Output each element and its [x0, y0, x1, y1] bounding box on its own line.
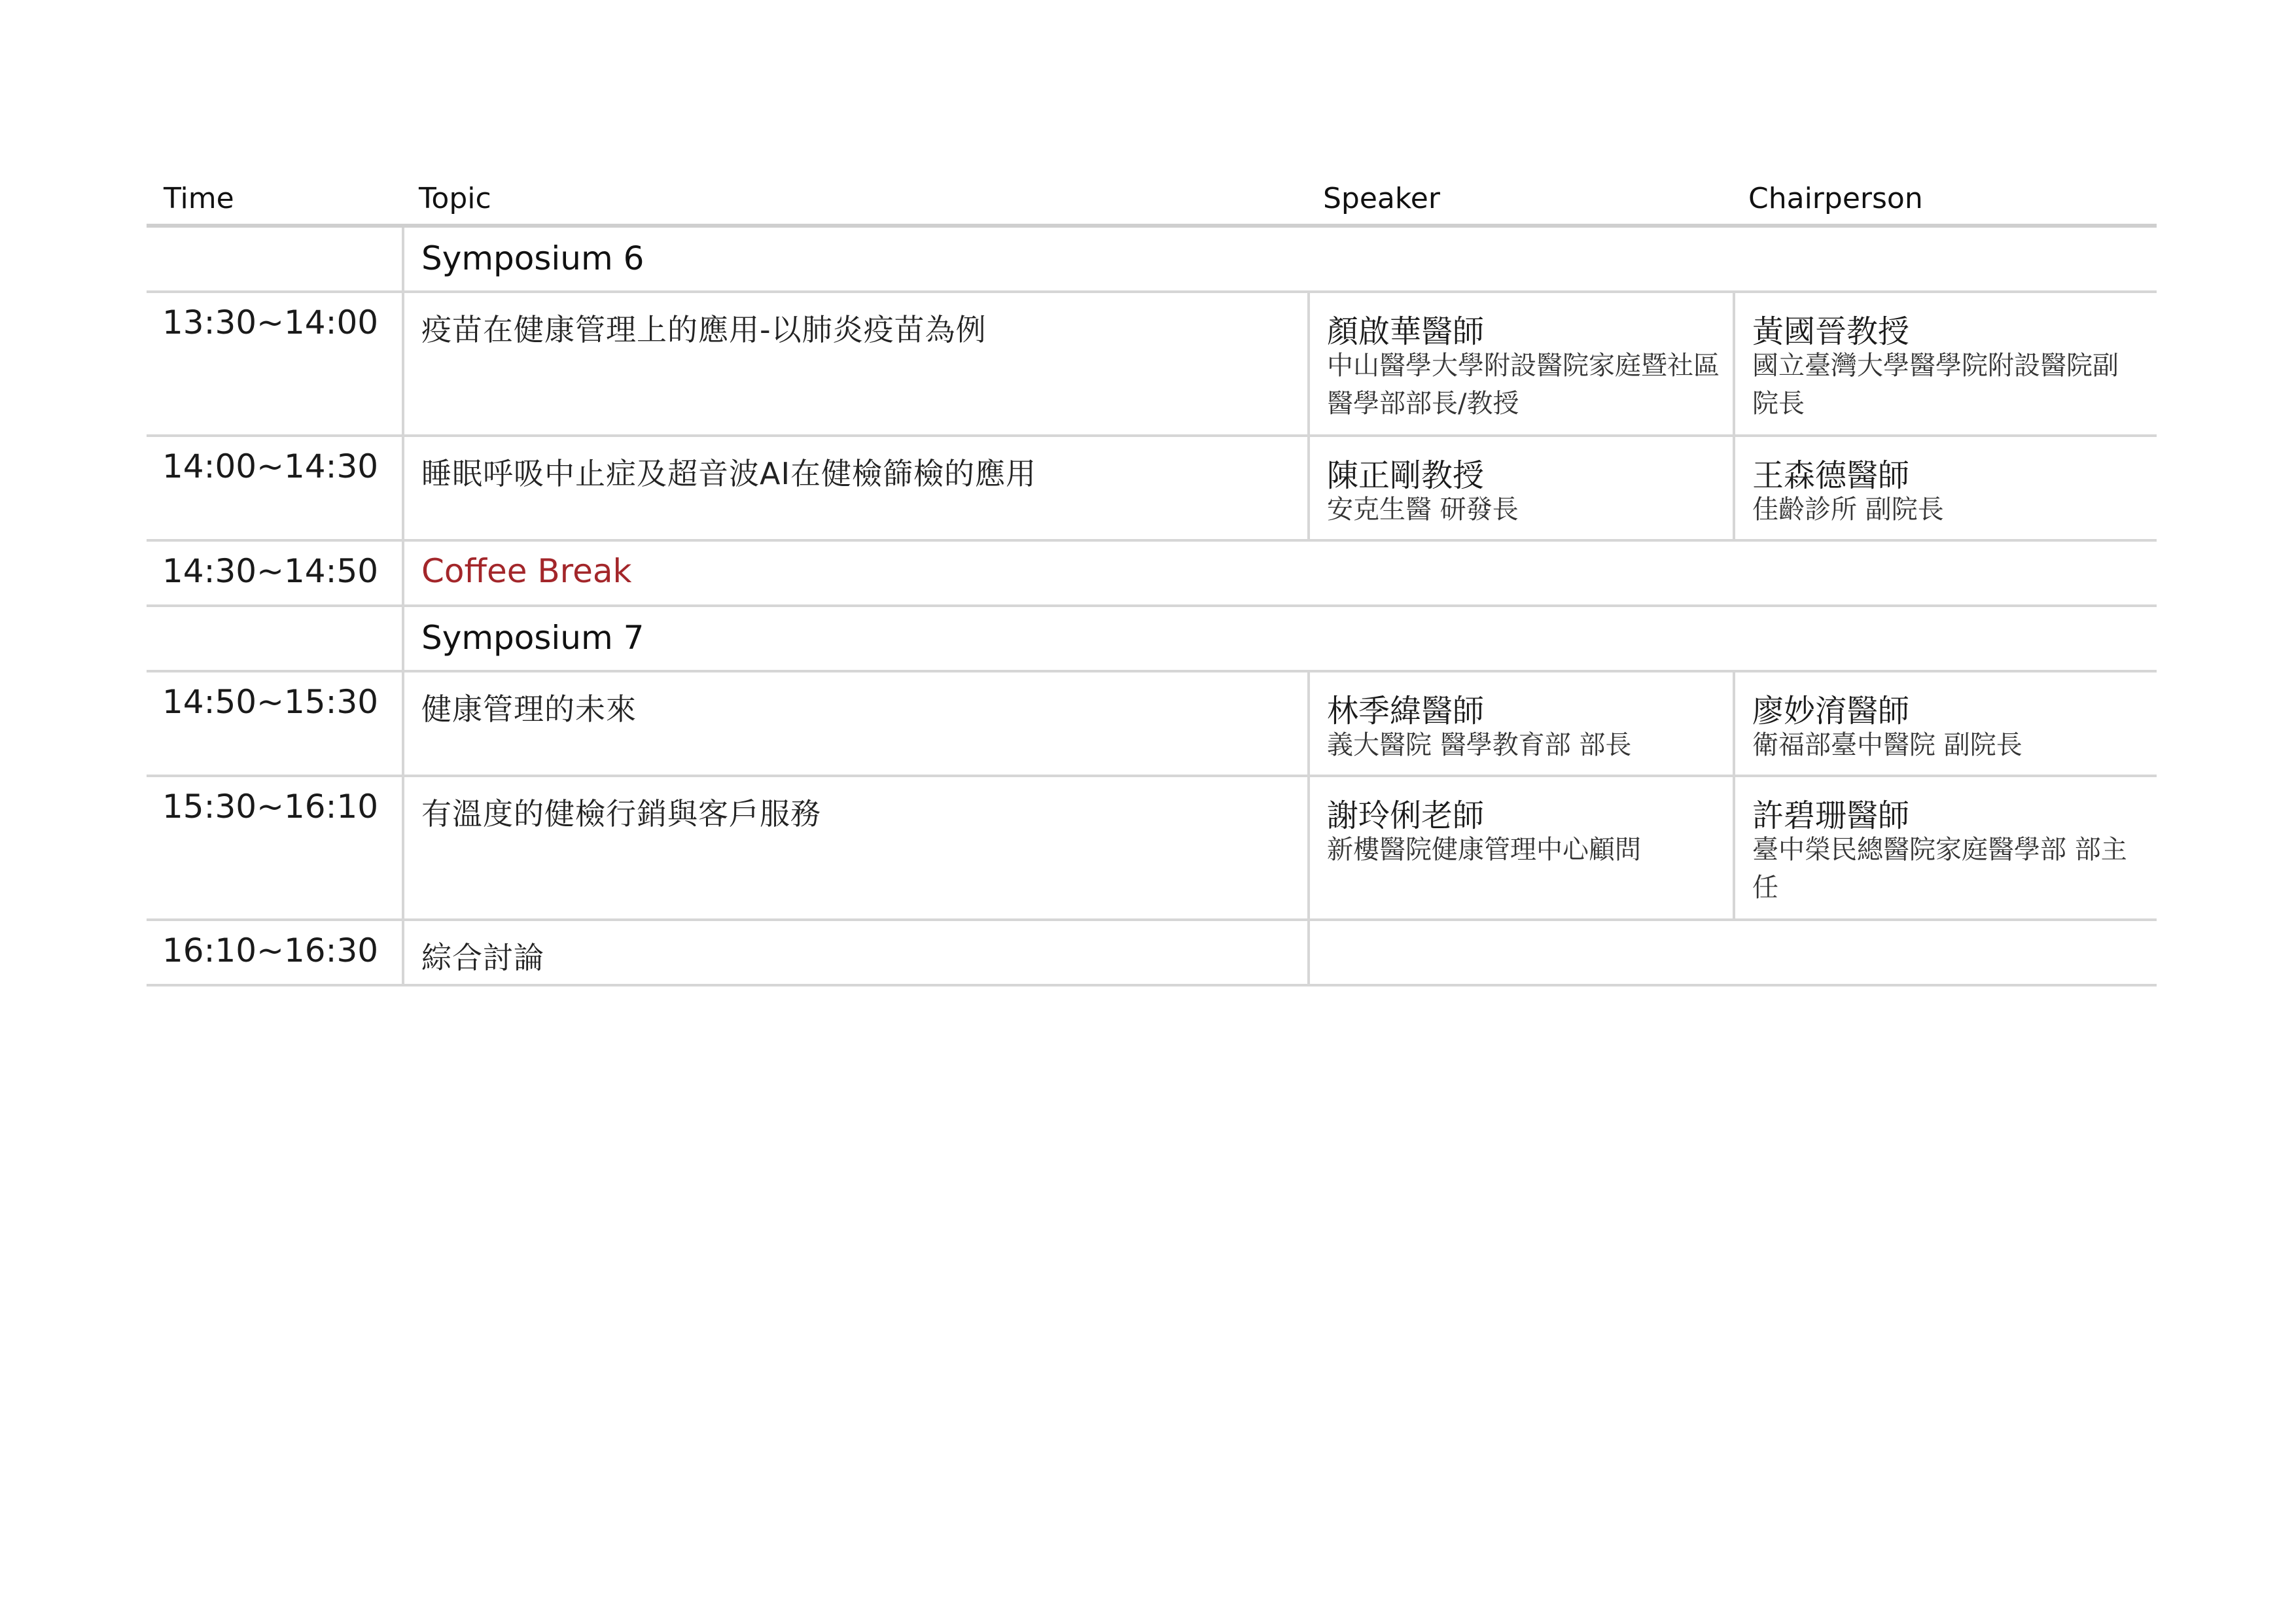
topic-cell [402, 921, 1307, 984]
session-title: Symposium 6 [421, 239, 645, 277]
speaker-name: 林季緯醫師 [1327, 693, 1485, 729]
table-row [147, 607, 2157, 672]
time-slot: 14:00~14:30 [162, 447, 379, 485]
chairperson-name: 王森德醫師 [1752, 457, 1910, 494]
chairperson-cell [1733, 672, 2157, 775]
topic-cell [402, 437, 1307, 539]
topic-text: 綜合討論 [421, 940, 544, 975]
table-row [147, 777, 2157, 921]
time-cell [147, 437, 402, 539]
time-cell [147, 921, 402, 984]
chairperson-cell [1733, 293, 2157, 434]
time-cell [147, 228, 402, 290]
session-cell [402, 607, 2157, 670]
speaker-affiliation: 安克生醫 研發長 [1327, 495, 1519, 525]
time-cell [147, 672, 402, 775]
time-cell [147, 607, 402, 670]
table-row [147, 437, 2157, 542]
chairperson-name: 許碧珊醫師 [1752, 797, 1910, 834]
table-header [147, 177, 2157, 228]
chairperson-affiliation: 衛福部臺中醫院 副院長 [1752, 730, 2022, 760]
topic-text: 健康管理的未來 [421, 691, 637, 727]
session-title: Symposium 7 [421, 619, 645, 657]
topic-text: 疫苗在健康管理上的應用-以肺炎疫苗為例 [421, 312, 987, 347]
time-slot: 16:10~16:30 [162, 932, 379, 969]
speaker-cell [1307, 293, 1733, 434]
header-topic: Topic [419, 182, 491, 215]
chairperson-affiliation: 佳齡診所 副院長 [1752, 495, 1944, 525]
time-cell [147, 293, 402, 434]
schedule-table [147, 177, 2157, 986]
speaker-cell [1307, 672, 1733, 775]
time-slot: 13:30~14:00 [162, 304, 379, 341]
topic-cell [402, 293, 1307, 434]
empty-cell [1307, 921, 2157, 984]
header-time: Time [164, 182, 234, 215]
coffee-break-label: Coffee Break [421, 552, 632, 590]
table-row [147, 293, 2157, 437]
header-chairperson: Chairperson [1748, 182, 1923, 215]
topic-text: 有溫度的健檢行銷與客戶服務 [421, 796, 821, 831]
time-slot: 14:30~14:50 [162, 552, 379, 590]
speaker-name: 謝玲俐老師 [1327, 797, 1485, 834]
speaker-cell [1307, 777, 1733, 918]
speaker-affiliation: 新樓醫院健康管理中心顧問 [1327, 835, 1641, 865]
speaker-name: 陳正剛教授 [1327, 457, 1485, 494]
topic-text: 睡眠呼吸中止症及超音波AI在健檢篩檢的應用 [421, 456, 1037, 491]
speaker-affiliation: 義大醫院 醫學教育部 部長 [1327, 730, 1632, 760]
break-cell [402, 542, 2157, 604]
speaker-cell [1307, 437, 1733, 539]
topic-cell [402, 672, 1307, 775]
time-cell [147, 777, 402, 918]
topic-cell [402, 777, 1307, 918]
time-cell [147, 542, 402, 604]
chairperson-cell [1733, 437, 2157, 539]
table-row [147, 672, 2157, 777]
table-row [147, 542, 2157, 607]
chairperson-name: 廖妙淯醫師 [1752, 693, 1910, 729]
table-row [147, 921, 2157, 986]
session-cell [402, 228, 2157, 290]
time-slot: 14:50~15:30 [162, 683, 379, 721]
chairperson-cell [1733, 777, 2157, 918]
speaker-affiliation: 中山醫學大學附設醫院家庭暨社區醫學部部長/教授 [1327, 351, 1720, 419]
speaker-name: 顏啟華醫師 [1327, 313, 1485, 350]
chairperson-name: 黃國晉教授 [1752, 313, 1910, 350]
table-row [147, 228, 2157, 293]
header-speaker: Speaker [1323, 182, 1440, 215]
time-slot: 15:30~16:10 [162, 788, 379, 826]
chairperson-affiliation: 國立臺灣大學醫學院附設醫院副院長 [1752, 351, 2119, 419]
chairperson-affiliation: 臺中榮民總醫院家庭醫學部 部主任 [1752, 835, 2127, 903]
